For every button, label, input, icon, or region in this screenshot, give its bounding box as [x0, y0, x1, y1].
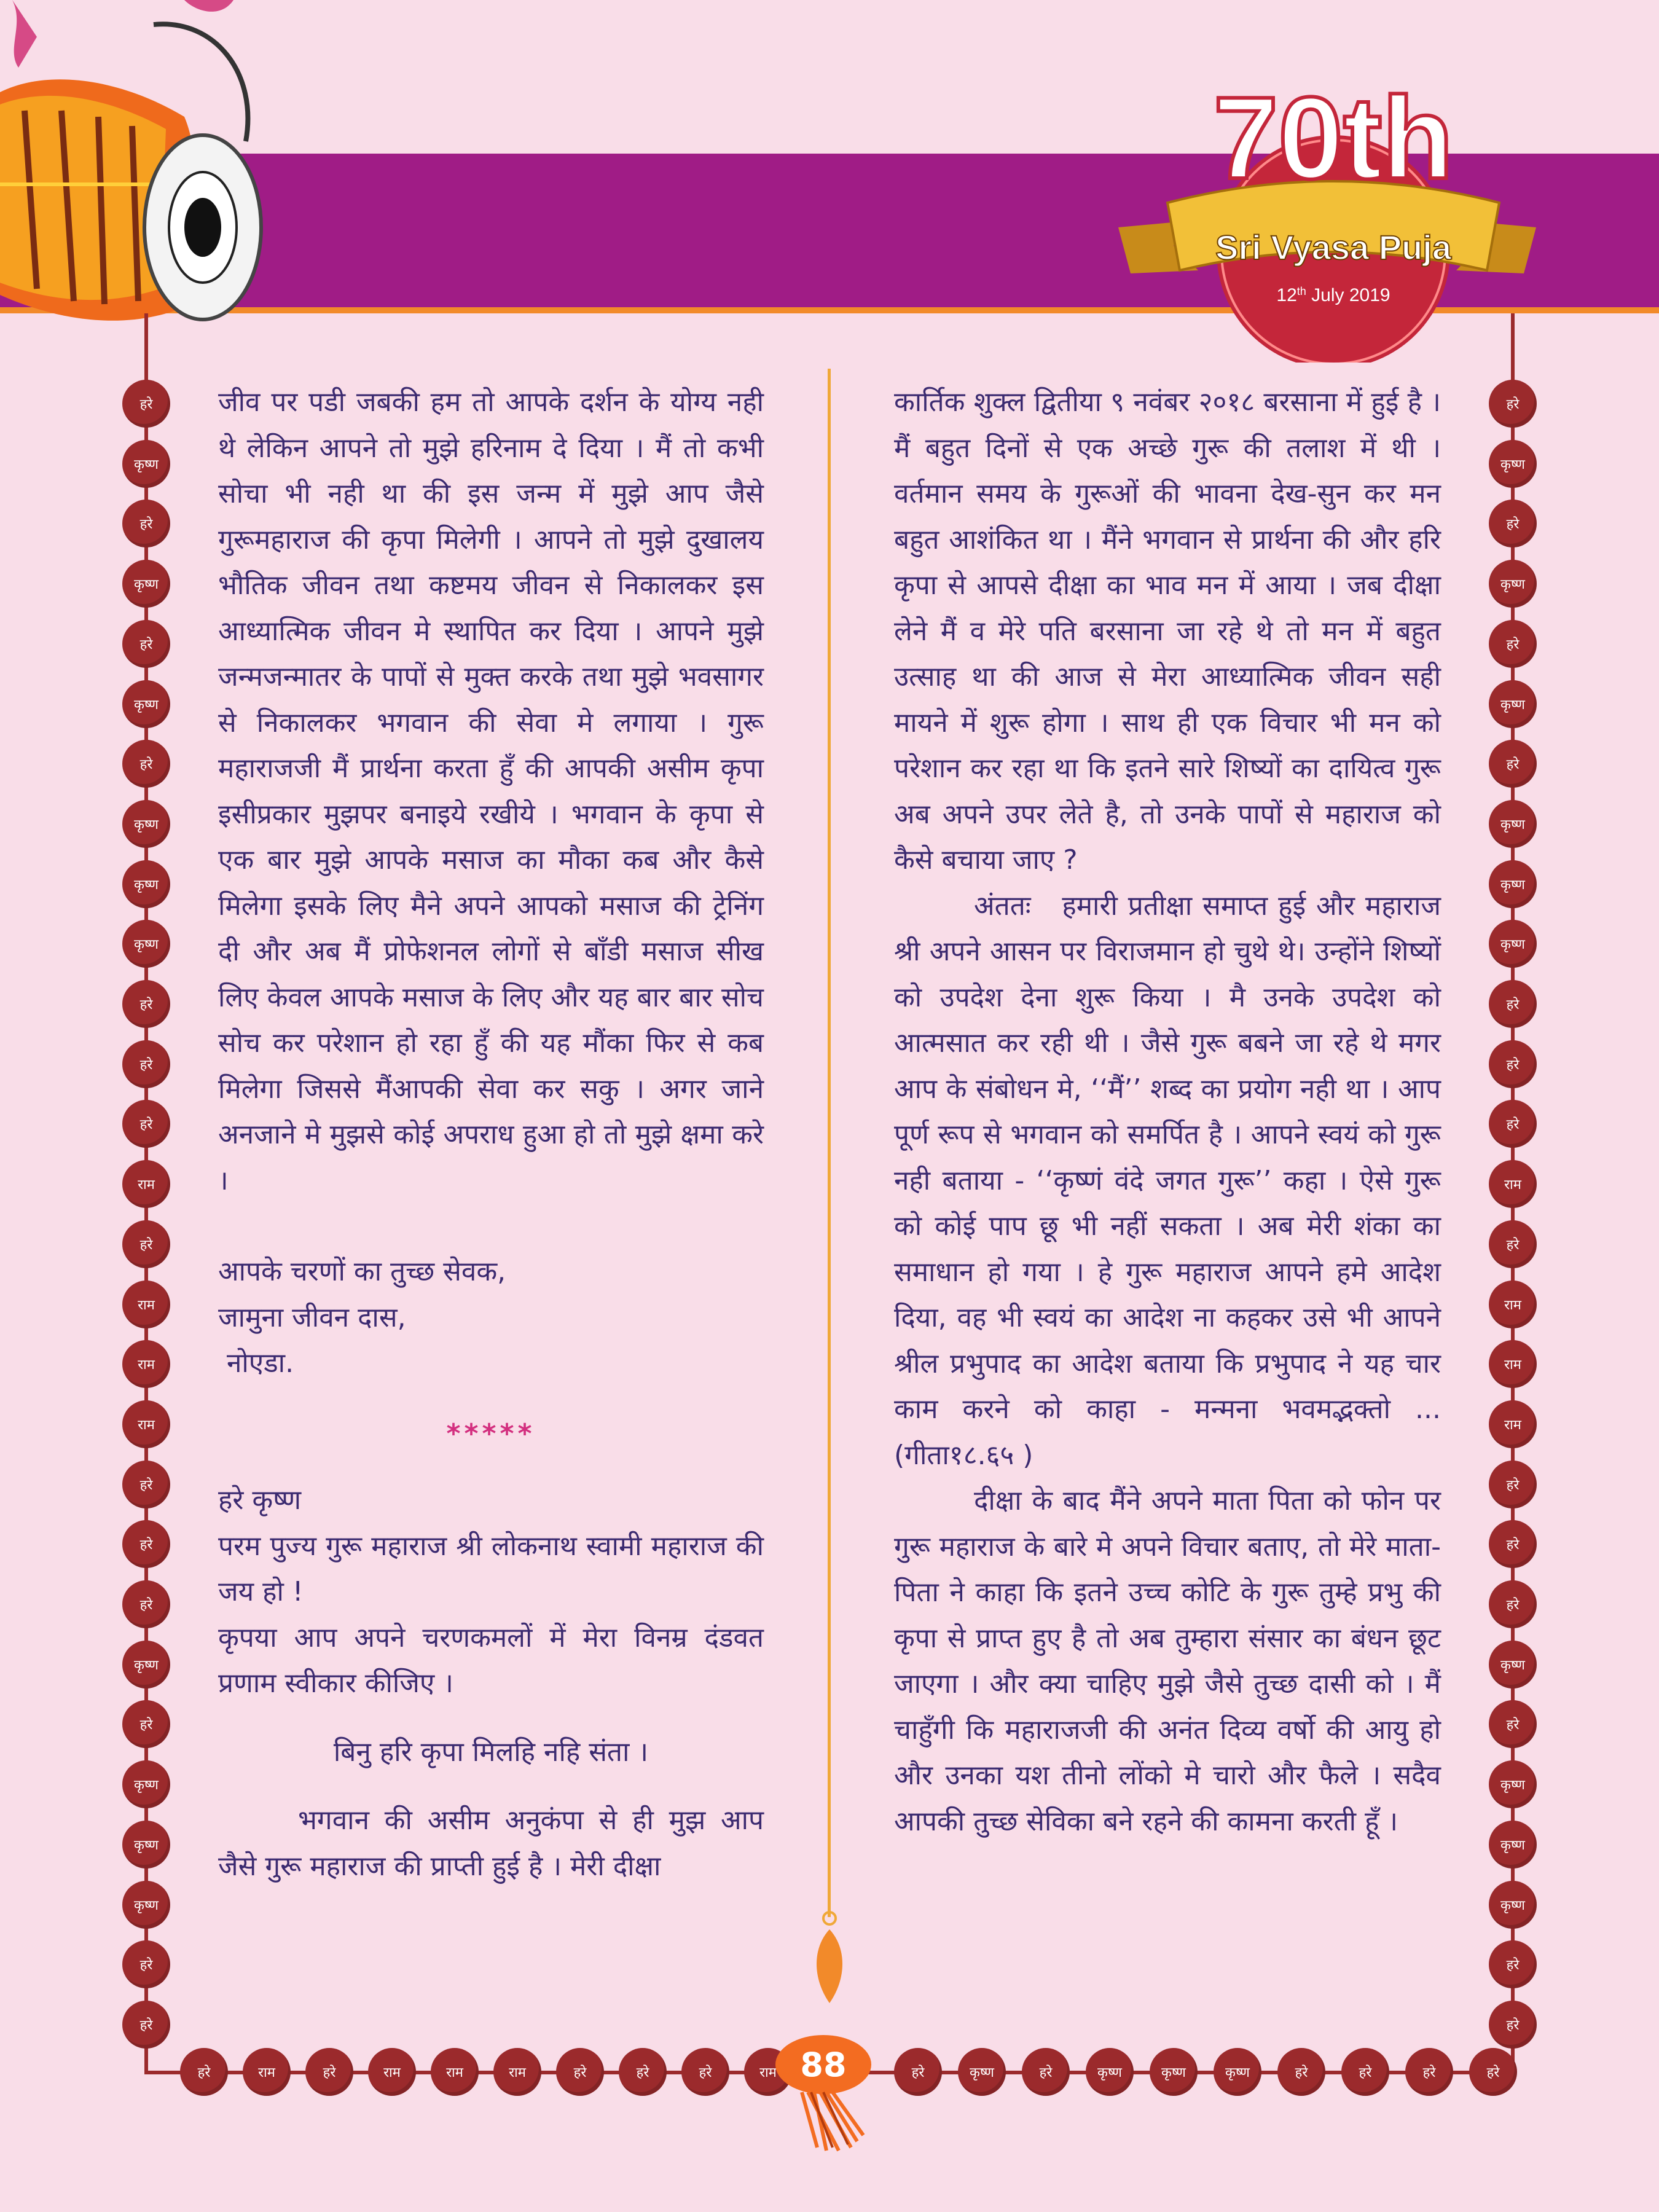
bead-27: हरे [122, 2001, 170, 2049]
bead-15: राम [122, 1281, 170, 1328]
bead-br3: कृष्ण [1086, 2048, 1134, 2096]
bead-21: कृष्ण [1489, 1641, 1537, 1688]
bead-br9: हरे [1469, 2048, 1517, 2096]
bead-10: हरे [122, 980, 170, 1028]
right-column [894, 380, 1449, 1845]
left-paragraph-2: परम पुज्य गुरू महाराज श्री लोकनाथ स्वामी महाराज की जय हो ! [218, 1530, 764, 1607]
bead-5: कृष्ण [1489, 680, 1537, 728]
bead-1: कृष्ण [1489, 440, 1537, 488]
bead-bl0: हरे [180, 2048, 228, 2096]
bead-4: हरे [1489, 620, 1537, 668]
bead-bl2: हरे [305, 2048, 353, 2096]
bead-bl5: राम [493, 2048, 541, 2096]
bead-br6: हरे [1277, 2048, 1325, 2096]
bead-27: हरे [1489, 2001, 1537, 2049]
bead-br7: हरे [1341, 2048, 1389, 2096]
bead-bl3: राम [368, 2048, 416, 2096]
bead-6: हरे [1489, 740, 1537, 788]
left-paragraph-1: जीव पर पडी जबकी हम तो आपके दर्शन के योग्य नही थे लेकिन आपने तो मुझे हरिनाम दे दिया । मैं तो कभी सोचा भी नही था की इस जन्म में मुझे आप जैसे गुरूमहाराज की कृपा मिलेगी । आपने तो मुझे दुखालय भौतिक जीवन तथा कष्टमय जीवन से निकालकर इस आध्यात्मिक जीवन मे स्थापित कर दिया । आपने मुझे जन्मजन्मातर के पापों से मुक्त करके तथा मुझे भवसागर से निकालकर भगवान की सेवा मे लगाया । गुरू महाराजजी मैं प्रार्थना करता हुँ की आपकी असीम कृपा इसीप्रकार मुझपर बनाइये रखीये । भगवान के कृपा से एक बार मुझे आपके मसाज का मौका कब और कैसे मिलेगा इसके लिए मैने अपने आपको मसाज की ट्रेनिंग दी और अब मैं प्रोफेशनल लोगों से बाँडी मसाज सीख लिए केवल आपके मसाज के लिए और यह बार बार सोच सोच कर परेशान हो रहा हुँ की यह मौंका फिर से कब मिलेगा जिससे मैंआपकी सेवा कर सकु । अगर जाने अनजाने मे मुझसे कोई अपराध हुआ हो तो मुझे क्षमा करे । [218, 386, 764, 1196]
bead-12: हरे [1489, 1100, 1537, 1148]
bead-13: राम [122, 1160, 170, 1208]
bead-19: हरे [122, 1520, 170, 1568]
bead-0: हरे [1489, 380, 1537, 428]
bead-22: हरे [1489, 1700, 1537, 1748]
signature-line-2: जामुना जीवन दास, [218, 1301, 406, 1333]
bead-bl8: हरे [681, 2048, 729, 2096]
bead-24: कृष्ण [122, 1821, 170, 1869]
bead-20: हरे [1489, 1580, 1537, 1628]
right-paragraph-3: दीक्षा के बाद मैंने अपने माता पिता को फोन पर गुरू महाराज के बारे मे अपने विचार बताए, तो मेरे माता-पिता ने काहा कि इतने उच्च कोटि के गुरू तुम्हे प्रभु की कृपा से प्राप्त हुए है तो अब तुम्हारा संसार का बंधन छूट जाएगा । और क्या चाहिए मुझे जैसे तुच्छ दासी को । मैं चाहुँगी कि महाराजजी की अनंत दिव्य वर्षो की आयु हो और उनका यश तीनो लोंको मे चारो और फैले । सदैव आपकी तुच्छ सेविका बने रहने की कामना करती हूँ । [894, 1485, 1441, 1837]
bead-18: हरे [122, 1461, 170, 1508]
page-number: 88 [800, 2045, 847, 2084]
bead-23: कृष्ण [122, 1760, 170, 1808]
bead-6: हरे [122, 740, 170, 788]
column-divider [828, 369, 831, 1917]
bead-9: कृष्ण [1489, 920, 1537, 968]
left-paragraph-4: भगवान की असीम अनुकंपा से ही मुझ आप जैसे गुरू महाराज की प्राप्ती हुई है । मेरी दीक्षा [218, 1805, 764, 1882]
left-column [218, 380, 764, 1889]
bead-14: हरे [1489, 1220, 1537, 1268]
section-separator-stars: ***** [446, 1418, 536, 1449]
bead-bl9: राम [744, 2048, 792, 2096]
bead-11: हरे [122, 1040, 170, 1088]
bead-8: कृष्ण [1489, 860, 1537, 908]
bead-24: कृष्ण [1489, 1821, 1537, 1869]
bead-br1: कृष्ण [958, 2048, 1006, 2096]
bead-br8: हरे [1405, 2048, 1453, 2096]
badge-number: 70th [1213, 86, 1454, 203]
bead-16: राम [122, 1340, 170, 1388]
bead-19: हरे [1489, 1520, 1537, 1568]
bead-br2: हरे [1022, 2048, 1070, 2096]
bead-7: कृष्ण [122, 800, 170, 848]
bead-12: हरे [122, 1100, 170, 1148]
bead-br5: कृष्ण [1214, 2048, 1261, 2096]
greeting: हरे कृष्ण [218, 1484, 302, 1516]
drum-icon [0, 0, 264, 344]
bead-br4: कृष्ण [1150, 2048, 1198, 2096]
bead-9: कृष्ण [122, 920, 170, 968]
bead-17: राम [1489, 1400, 1537, 1448]
divider-drop-ornament [810, 1911, 849, 2009]
bead-20: हरे [122, 1580, 170, 1628]
page-number-ornament [765, 2034, 888, 2157]
bead-23: कृष्ण [1489, 1760, 1537, 1808]
bead-16: राम [1489, 1340, 1537, 1388]
bead-21: कृष्ण [122, 1641, 170, 1688]
verse-line: बिनु हरि कृपा मिलहि नहि संता । [333, 1736, 649, 1768]
signature-line-1: आपके चरणों का तुच्छ सेवक, [218, 1256, 506, 1287]
bead-26: हरे [1489, 1940, 1537, 1988]
signature-line-3: नोएडा. [218, 1347, 294, 1379]
bead-bl1: राम [243, 2048, 291, 2096]
bead-1: कृष्ण [122, 440, 170, 488]
bead-15: राम [1489, 1281, 1537, 1328]
right-paragraph-2: अंततः हमारी प्रतीक्षा समाप्त हुई और महाराज श्री अपने आसन पर विराजमान हो चुथे थे। उन्होंने शिष्यों को उपदेश देना शुरू किया । मै उनके उपदेश को आत्मसात कर रही थी । जैसे गुरू बबने जा रहे थे मगर आप के संबोधन मे, ‘‘मैं’’ शब्द का प्रयोग नही था । आप पूर्ण रूप से भगवान को समर्पित है । आपने स्वयं को गुरू नही बताया - ‘‘कृष्णं वंदे जगत गुरू’’ कहा । ऐसे गुरू को कोई पाप छू भी नहीं सकता । अब मेरी शंका का समाधान हो गया । हे गुरू महाराज आपने हमे आदेश दिया, वह भी स्वयं का आदेश ना कहकर उसे भी आपने श्रील प्रभुपाद का आदेश बताया कि प्रभुपाद ने यह चार काम करने को काहा - मन्मना भवमद्भक्तो ... (गीता१८.६५ ) [894, 890, 1449, 1471]
bead-2: हरे [122, 500, 170, 547]
bead-2: हरे [1489, 500, 1537, 547]
bead-8: कृष्ण [122, 860, 170, 908]
bead-18: हरे [1489, 1461, 1537, 1508]
anniversary-badge [1106, 86, 1536, 363]
bead-3: कृष्ण [1489, 560, 1537, 608]
bead-3: कृष्ण [122, 560, 170, 608]
bead-5: कृष्ण [122, 680, 170, 728]
left-paragraph-3: कृपया आप अपने चरणकमलों में मेरा विनम्र दंडवत प्रणाम स्वीकार कीजिए । [218, 1622, 764, 1699]
bead-11: हरे [1489, 1040, 1537, 1088]
bead-br0: हरे [894, 2048, 942, 2096]
bead-0: हरे [122, 380, 170, 428]
bead-bl4: राम [431, 2048, 479, 2096]
bead-26: हरे [122, 1940, 170, 1988]
bead-13: राम [1489, 1160, 1537, 1208]
bead-25: कृष्ण [122, 1881, 170, 1929]
bead-10: हरे [1489, 980, 1537, 1028]
bead-25: कृष्ण [1489, 1881, 1537, 1929]
bead-17: राम [122, 1400, 170, 1448]
bead-4: हरे [122, 620, 170, 668]
bead-14: हरे [122, 1220, 170, 1268]
badge-date: 12th July 2019 [1276, 285, 1390, 305]
badge-event: Sri Vyasa Puja [1215, 228, 1451, 267]
bead-7: कृष्ण [1489, 800, 1537, 848]
bead-22: हरे [122, 1700, 170, 1748]
right-paragraph-1: कार्तिक शुक्ल द्वितीया ९ नवंबर २०१८ बरसाना में हुई है । मैं बहुत दिनों से एक अच्छे गुरू की तलाश में थी । वर्तमान समय के गुरूओं की भावना देख-सुन कर मन बहुत आशंकित था । मैंने भगवान से प्रार्थना की और हरि कृपा से आपसे दीक्षा का भाव मन में आया । जब दीक्षा लेने मैं व मेरे पति बरसाना जा रहे थे तो मन में बहुत उत्साह था की आज से मेरा आध्यात्मिक जीवन सही मायने में शुरू होगा । साथ ही एक विचार भी मन को परेशान कर रहा था कि इतने सारे शिष्यों का दायित्व गुरू अब अपने उपर लेते है, तो उनके पापों से महाराज को कैसे बचाया जाए ? [894, 386, 1441, 876]
bead-bl7: हरे [619, 2048, 667, 2096]
bead-bl6: हरे [556, 2048, 604, 2096]
